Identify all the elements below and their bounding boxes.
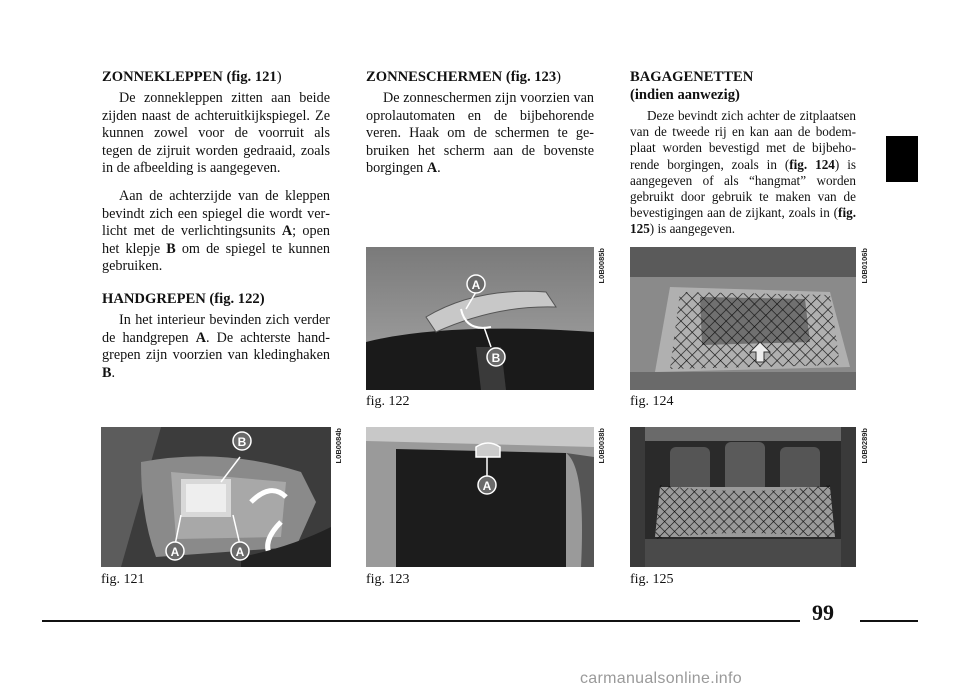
text: .	[437, 160, 441, 177]
text: De zonneschermen zijn voorzien van oprolautomaten en de bijbehorende veren. Haak om de schermen te gebruiken het scherm aan de bovenste borgingen	[366, 90, 594, 177]
figure-caption: fig. 121	[101, 572, 145, 587]
callout-a: A	[482, 479, 492, 493]
heading-indien-aanwezig: (indien aanwezig)	[630, 87, 740, 103]
callout-a: A	[471, 278, 481, 292]
label-ref: A	[281, 223, 293, 240]
figure-code: L0B0289b	[860, 428, 869, 464]
hammock-net-illustration	[630, 427, 856, 567]
text: Aan de achterzijde van de kleppen bevindt zich een spiegel die wordt verlicht met de verlichtingsunits	[102, 187, 330, 240]
column-sun-visors	[102, 68, 330, 392]
sun-shade-illustration	[366, 427, 594, 567]
text: Deze bevindt zich achter de zitplaatsen van de tweede rij en kan aan de bodemplaat worden bevestigd met de bijbehorende borgingen, zoals in (	[630, 108, 856, 172]
callout-a: A	[235, 545, 245, 559]
column-sun-shades	[366, 68, 594, 188]
figure-caption: fig. 123	[366, 572, 410, 587]
figure-code: L0B0106b	[860, 248, 869, 284]
fig-ref: fig. 124	[789, 156, 835, 172]
label-ref: B	[166, 240, 176, 257]
label-ref: A	[426, 160, 438, 177]
heading-text: ZONNEKLEPPEN (fig. 121	[102, 69, 277, 85]
text: . De achterste handgrepen zijn voorzien van kledinghaken	[102, 329, 330, 364]
text: ; open het klepje	[102, 223, 330, 257]
grab-handle-illustration	[366, 247, 594, 390]
figure-124	[630, 247, 856, 390]
callout-b: B	[237, 435, 247, 449]
fig-ref: fig. 125	[630, 205, 856, 237]
figure-caption: fig. 124	[630, 394, 674, 409]
paragraph: De zonnekleppen zitten aan beide zijden naast de achteruitkijkspiegel. Ze kunnen zowel voor de voorruit als tegen de zijruit worden gedraaid, zoals in de afbeelding is aangegeven.	[102, 90, 330, 177]
sun-visor-illustration	[101, 427, 331, 567]
heading-handgrepen: HANDGREPEN (fig. 122)	[102, 290, 265, 307]
chapter-tab	[886, 136, 918, 182]
page-number: 99	[812, 600, 834, 625]
heading-bagagenetten: BAGAGENETTEN	[630, 69, 754, 85]
figure-code: L0B0038b	[597, 428, 606, 464]
heading-text-end: )	[276, 69, 282, 85]
heading-zonnekleppen	[102, 68, 330, 86]
floor-net-illustration	[630, 247, 856, 390]
paragraph	[102, 188, 330, 276]
figure-code: L0B0085b	[597, 248, 606, 284]
paragraph	[102, 312, 330, 382]
watermark: carmanualsonline.info	[580, 670, 742, 687]
figure-122	[366, 247, 594, 390]
label-ref: B	[102, 364, 112, 381]
figure-123	[366, 427, 594, 567]
heading-text: ZONNESCHERMEN (fig. 123	[366, 69, 557, 85]
column-luggage-nets	[630, 68, 856, 248]
paragraph	[630, 108, 856, 238]
figure-caption: fig. 125	[630, 572, 674, 587]
heading-zonneschermen	[366, 68, 594, 86]
text: ) is aangegeven of als “hangmat” worden gebruikt door gebruik te maken van de bevestigingen aan de zijkant, zoals in (	[630, 156, 857, 221]
paragraph	[366, 90, 594, 178]
text: .	[111, 364, 116, 381]
figure-125	[630, 427, 856, 567]
footer-rule	[42, 620, 800, 622]
text: In het interieur bevinden zich verder de handgrepen	[102, 311, 330, 346]
figure-code: L0B0084b	[334, 428, 343, 464]
callout-b: B	[491, 351, 501, 365]
callout-a: A	[170, 545, 180, 559]
footer-rule	[860, 620, 918, 622]
figure-caption: fig. 122	[366, 394, 410, 409]
text: om de spiegel te kunnen gebruiken.	[102, 240, 330, 275]
label-ref: A	[195, 329, 206, 346]
figure-121	[101, 427, 331, 567]
heading-text-end: )	[556, 69, 562, 85]
text: ) is aangegeven.	[649, 221, 736, 237]
